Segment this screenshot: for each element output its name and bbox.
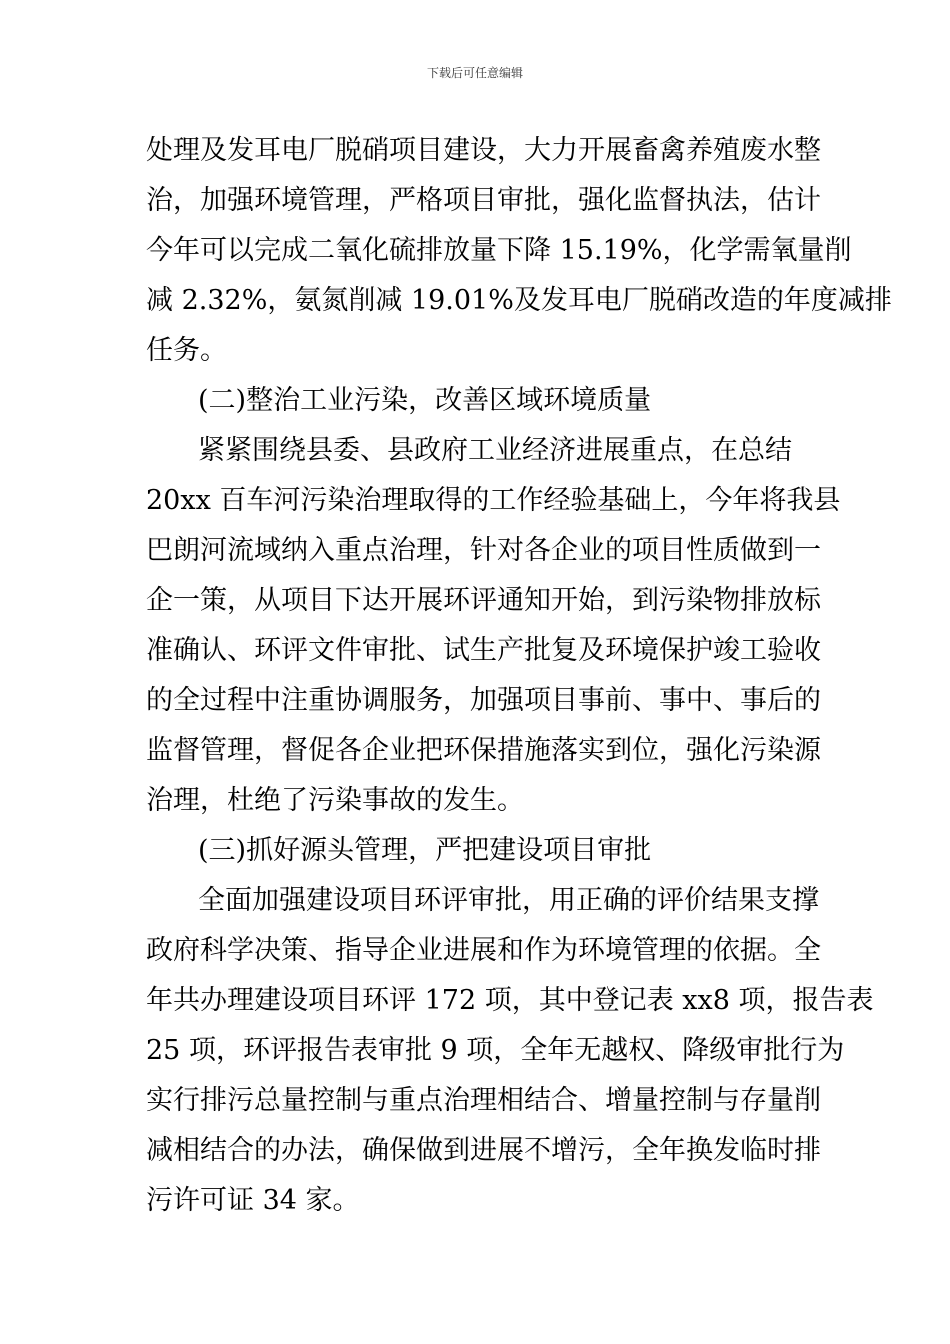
paragraph-line: 企一策，从项目下达开展环评通知开始，到污染物排放标 — [146, 585, 821, 616]
paragraph-line: 20xx 百车河污染治理取得的工作经验基础上，今年将我县 — [146, 485, 841, 516]
paragraph-line: 年共办理建设项目环评 172 项，其中登记表 xx8 项，报告表 — [146, 985, 874, 1016]
paragraph-line: 污许可证 34 家。 — [146, 1185, 360, 1216]
paragraph-line: 巴朗河流域纳入重点治理，针对各企业的项目性质做到一 — [146, 535, 821, 566]
paragraph-line: 处理及发耳电厂脱硝项目建设，大力开展畜禽养殖废水整 — [146, 135, 821, 166]
paragraph-line: 治理，杜绝了污染事故的发生。 — [146, 785, 524, 816]
paragraph-line: 的全过程中注重协调服务，加强项目事前、事中、事后的 — [146, 685, 821, 716]
paragraph-line: 今年可以完成二氧化硫排放量下降 15.19%，化学需氧量削 — [146, 235, 852, 266]
section-heading: (三)抓好源头管理，严把建设项目审批 — [198, 835, 652, 866]
paragraph-line: 紧紧围绕县委、县政府工业经济进展重点，在总结 — [198, 435, 792, 466]
paragraph-line: 全面加强建设项目环评审批，用正确的评价结果支撑 — [198, 885, 819, 916]
page-header: 下载后可任意编辑 — [426, 66, 523, 80]
section-heading: (二)整治工业污染，改善区域环境质量 — [198, 385, 652, 416]
paragraph-line: 减相结合的办法，确保做到进展不增污，全年换发临时排 — [146, 1135, 821, 1166]
paragraph-line: 监督管理，督促各企业把环保措施落实到位，强化污染源 — [146, 735, 821, 766]
paragraph-line: 任务。 — [146, 335, 227, 366]
paragraph-line: 实行排污总量控制与重点治理相结合、增量控制与存量削 — [146, 1085, 821, 1116]
paragraph-line: 治，加强环境管理，严格项目审批，强化监督执法，估计 — [146, 185, 821, 216]
paragraph-line: 25 项，环评报告表审批 9 项，全年无越权、降级审批行为 — [146, 1035, 845, 1066]
paragraph-line: 政府科学决策、指导企业进展和作为环境管理的依据。全 — [146, 935, 821, 966]
paragraph-line: 准确认、环评文件审批、试生产批复及环境保护竣工验收 — [146, 635, 821, 666]
paragraph-line: 减 2.32%，氨氮削减 19.01%及发耳电厂脱硝改造的年度减排 — [146, 285, 892, 316]
